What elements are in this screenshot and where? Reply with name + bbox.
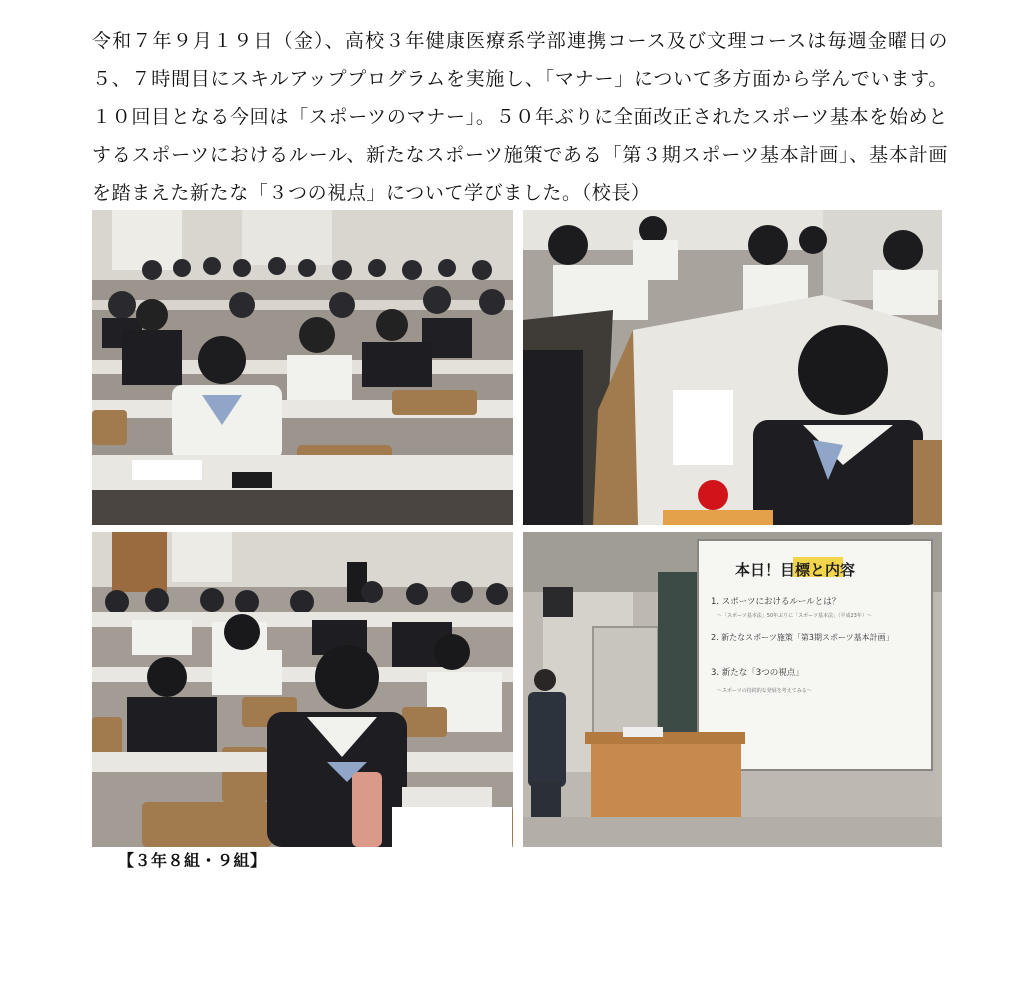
classroom-photo-3 (92, 532, 513, 847)
slide-item-2: 2. 新たなスポーツ施策「第3期スポーツ基本計画」 (711, 633, 894, 642)
photo-caption: 【３年８組・９組】 (118, 851, 267, 870)
slide-item-1: 1. スポーツにおけるルールとは？ (711, 597, 841, 607)
classroom-photo-1 (92, 210, 513, 525)
slide-item-3: 3. 新たな「3つの視点」 (711, 668, 804, 678)
slide-item-1-sub: ～「スポーツ基本法」50年ぶりに「スポーツ基本法」（平成23年）～ (717, 613, 872, 619)
slide-item-3-sub: ～スポーツの持続的な発展を考えてみる～ (717, 688, 812, 694)
article-paragraph: 令和７年９月１９日（金）、高校３年健康医療系学部連携コース及び文理コースは毎週金曜日の５、７時間目にスキルアッププログラムを実施し、「マナー」について多方面から学んでいます。１０回目となる今回は「スポーツのマナー」。５０年ぶりに全面改正されたスポーツ基本を始めとするスポーツにおけるルール、新たなスポーツ施策である「第３期スポーツ基本計画」、基本計画を踏まえた新たな「３つの視点」について学びました。（校長） (92, 30, 948, 204)
slide-title: 本日！目標と内容 (735, 561, 856, 579)
classroom-photo-2 (523, 210, 942, 525)
lecture-slide-photo (523, 532, 942, 847)
